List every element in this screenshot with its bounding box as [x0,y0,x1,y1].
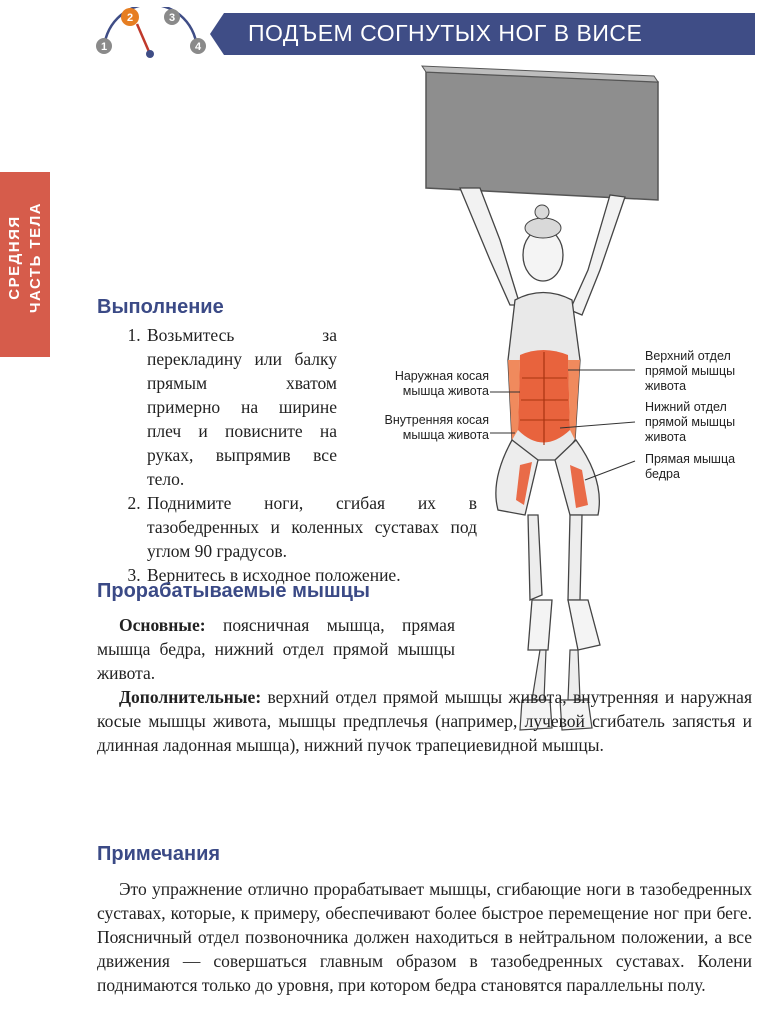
step-item: 1. Возьмитесь за перекладину или балку прямым хватом примерно на ширине плеч и повисните на руках, выпрямив все тело. [145,323,337,491]
gauge-label-3: 3 [168,12,176,24]
gauge-label-2: 2 [126,12,134,24]
right-arm [570,195,625,315]
extra-muscles-text: верхний отдел прямой мышцы живота, внутренняя и наружная косые мышцы живота, мышцы предплечья (например, лучевой сгибатель запястья и длинная ладонная мышца), нижний пучок трапециевидной мышцы. [97,687,753,755]
difficulty-gauge [90,7,215,65]
page-title: ПОДЪЕМ СОГНУТЫХ НОГ В ВИСЕ [248,20,643,46]
step-item: 2. Поднимите ноги, сгибая их в тазобедренных и коленных суставах под углом 90 градусов. [145,491,477,563]
side-tab-line-2: ЧАСТЬ ТЕЛА [27,201,44,314]
left-shin [528,515,542,600]
section-title-muscles: Прорабатываемые мышцы [97,580,370,602]
gauge-label-1: 1 [100,41,108,53]
section-title-notes: Примечания [97,843,221,865]
side-tab-label [4,170,48,345]
label-internal-oblique: Внутренняя косая мышца живота [384,413,489,442]
step-item: 3. Вернитесь в исходное положение. [145,563,477,587]
steps-list [115,323,477,587]
extra-muscles-paragraph [97,685,752,757]
main-muscles-paragraph [97,613,455,685]
gauge-needle [137,24,150,54]
left-shoe [528,600,552,650]
label-external-oblique: Наружная косая мышца живота [394,369,489,398]
side-tab-line-1: СРЕДНЯЯ [6,215,23,300]
hanging-bar [426,72,658,200]
right-shin [568,515,582,600]
page-header [0,5,768,53]
label-upper-rectus: Верхний отдел прямой мышцы живота [645,349,736,393]
label-rectus-femoris: Прямая мышца бедра [645,452,736,481]
main-muscles-text: поясничная мышца, прямая мышца бедра, нижний отдел прямой мышцы живота. [97,615,455,683]
section-title-execution: Выполнение [97,296,224,318]
label-lower-rectus: Нижний отдел прямой мышцы живота [645,400,736,444]
extra-muscles-label: Дополнительные: [119,687,262,707]
main-muscles-label: Основные: [119,615,206,635]
gauge-label-4: 4 [194,41,202,53]
notes-paragraph: Это упражнение отлично прорабатывает мышцы, сгибающие ноги в тазобедренных суставах, которые, к примеру, обеспечивают более быстрое перемещение ног при беге. Поясничный отдел позвоночника должен находиться в нейтральном положении, а все движения — совершаться главным образом в тазобедренных суставах. Колени поднимаются только до уровня, при котором бедра становятся параллельны полу. [97,879,752,995]
left-arm [460,188,520,305]
right-shoe [568,600,600,650]
